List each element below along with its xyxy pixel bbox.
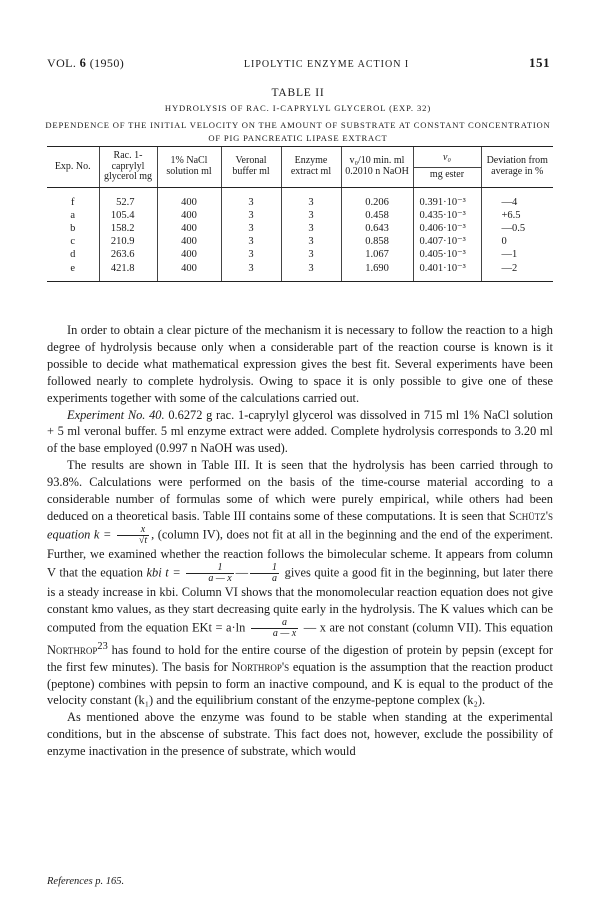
col-header-v0-top: v₀	[443, 152, 451, 164]
cell-deviation: —2	[481, 262, 553, 282]
author-northrop: Northrop	[47, 642, 98, 657]
equation-northrop: $\frac{a}{a — x}$	[251, 618, 298, 639]
table-caption-line1: DEPENDENCE OF THE INITIAL VELOCITY ON THE AMOUNT OF SUBSTRATE AT CONSTANT CONCENTRATION	[45, 120, 551, 130]
col-header-nacl: 1% NaCl solution ml	[157, 147, 221, 188]
cell-v0: 0.391·10⁻³	[413, 187, 481, 209]
equation-bimolecular-lhs: kbi t =	[146, 565, 181, 580]
table-row	[47, 222, 553, 235]
cell-rac: 263.6	[99, 248, 157, 261]
cell-v010: 1.690	[341, 262, 413, 282]
col-header-deviation: Deviation from average in %	[481, 147, 553, 188]
col-header-enzyme: Enzyme extract ml	[281, 147, 341, 188]
running-head	[47, 55, 550, 71]
data-table	[47, 146, 553, 282]
table-row	[47, 235, 553, 248]
cell-veronal: 3	[221, 235, 281, 248]
cell-exp: f	[71, 196, 75, 208]
cell-nacl: 400	[157, 262, 221, 282]
table-caption-line2: OF PIG PANCREATIC LIPASE EXTRACT	[208, 133, 388, 143]
references-note: References p. 165.	[47, 876, 125, 887]
table-caption	[40, 119, 556, 145]
paragraph-1: In order to obtain a clear picture of the mechanism it is necessary to follow the reaction to a high degree of hydrolysis because only when a considerable part of the reaction course is known is it possible to decide what mathematical expression gives the best fit. Several experiments have been followed nearly to complete hydrolysis. Owing to space it is only possible to give one of these experiments together with some of the calculations carried out.	[47, 323, 553, 405]
cell-veronal: 3	[221, 222, 281, 235]
col-header-v0-bottom: mg ester	[429, 168, 465, 180]
cell-deviation: —4	[481, 187, 553, 209]
cell-deviation: 0	[481, 235, 553, 248]
cell-veronal: 3	[221, 248, 281, 261]
equation-bimolecular-term2: $\frac{1}{a}$	[250, 563, 279, 584]
cell-veronal: 3	[221, 187, 281, 209]
header-inner-rule	[414, 167, 481, 168]
reference-marker: 23	[97, 640, 108, 652]
cell-v010: 0.643	[341, 222, 413, 235]
cell-enzyme: 3	[281, 262, 341, 282]
cell-enzyme: 3	[281, 235, 341, 248]
page-number: 151	[528, 55, 550, 70]
table-row	[47, 248, 553, 261]
table-subtitle: HYDROLYSIS OF RAC. I-CAPRYLYL GLYCEROL (EXP. 32)	[164, 103, 432, 113]
table-row	[47, 262, 553, 282]
cell-deviation: +6.5	[481, 209, 553, 222]
cell-rac: 210.9	[99, 235, 157, 248]
col-header-veronal: Veronal buffer ml	[221, 147, 281, 188]
cell-enzyme: 3	[281, 187, 341, 209]
table-row	[47, 209, 553, 222]
cell-v0: 0.406·10⁻³	[413, 222, 481, 235]
cell-v0: 0.405·10⁻³	[413, 248, 481, 261]
cell-exp: c	[70, 236, 76, 248]
col-header-exp: Exp. No.	[47, 147, 99, 188]
body-text	[47, 322, 553, 760]
cell-nacl: 400	[157, 222, 221, 235]
paragraph-3: The results are shown in Table III. It is seen that the hydrolysis has been carried through to 93.8%. Calculations were performed on the basis of the time-course material according to a considerable number of formulas some of which were purely empirical, while others had been deduced on a theoretical basis. Table III contains some of these computations. It is seen that Schütz's equation k = $\frac{x}{√t}$ , (column IV), does not fit at all in the beginning and the end of the experiment. Further, we examined whether the reaction follows the bimolecular scheme. It appears from column V that the equation kbi t = $\frac{1}{a — x}$ — $\frac{1}{a}$ gives quite a good fit in the beginning, but later there is a steady increase in kbi. Column VI shows that the monomolecular reaction equation does not give constant kmo values, as they start decreasing quite early in the hydrolysis. The K values which can be computed from the equation EKt = a·ln $\frac{a}{a — x}$ — x are not constant (column VII). This equation Northrop$^{23}$ has found to hold for the entire course of the digestion of protein by pepsin (except for the first few minutes). The basis for Northrop's equation is the assumption that the reaction product (peptone) combines with pepsin to form an inactive compound, and K is equal to the product of the velocity constant (k₁) and the equilibrium constant of the enzyme-peptone complex (k₂).	[47, 458, 553, 708]
cell-exp: d	[70, 249, 76, 261]
cell-rac: 158.2	[99, 222, 157, 235]
cell-enzyme: 3	[281, 222, 341, 235]
col-header-rac: Rac. 1-caprylyl glycerol mg	[99, 147, 157, 188]
author-northrop-2: Northrop's	[231, 659, 290, 674]
cell-v010: 0.858	[341, 235, 413, 248]
volume-label: VOL. 6 (1950)	[47, 56, 125, 70]
cell-exp: a	[70, 209, 76, 221]
cell-v0: 0.401·10⁻³	[413, 262, 481, 282]
paragraph-4: As mentioned above the enzyme was found to be stable when standing at the experimental conditions, but in the abscense of substrate. This fact does not, however, exclude the possibility of enzyme inactivation in the presence of substrate, which would	[47, 710, 553, 759]
cell-v010: 0.206	[341, 187, 413, 209]
cell-v0: 0.407·10⁻³	[413, 235, 481, 248]
paragraph-2: Experiment No. 40. 0.6272 g rac. 1-caprylyl glycerol was dissolved in 715 ml 1% NaCl solution + 5 ml veronal buffer. 5 ml enzyme extract were added. Complete hydrolysis corresponds to 3.20 ml of the base employed (0.997 n NaOH was used).	[47, 407, 553, 456]
cell-rac: 52.7	[99, 187, 157, 209]
experiment-heading: Experiment No. 40.	[67, 407, 165, 422]
cell-v010: 1.067	[341, 248, 413, 261]
cell-deviation: —1	[481, 248, 553, 261]
cell-deviation: —0.5	[481, 222, 553, 235]
table-label: TABLE II	[271, 87, 325, 99]
running-title: LIPOLYTIC ENZYME ACTION I	[243, 59, 410, 70]
table-header-row	[47, 147, 553, 188]
equation-schutz: $\frac{x}{√t}$	[117, 525, 149, 546]
col-header-v0-10: v₀/10 min. ml 0.2010 n NaOH	[341, 147, 413, 188]
cell-veronal: 3	[221, 262, 281, 282]
col-header-v0	[413, 147, 481, 188]
cell-enzyme: 3	[281, 209, 341, 222]
volume-number: 6	[79, 56, 87, 70]
table-row	[47, 187, 553, 209]
cell-v010: 0.458	[341, 209, 413, 222]
cell-nacl: 400	[157, 248, 221, 261]
cell-enzyme: 3	[281, 248, 341, 261]
equation-bimolecular-term1: $\frac{1}{a — x}$	[186, 563, 233, 584]
cell-nacl: 400	[157, 235, 221, 248]
cell-exp: b	[70, 222, 76, 234]
cell-nacl: 400	[157, 187, 221, 209]
cell-rac: 105.4	[99, 209, 157, 222]
author-schutz: Schütz's	[508, 508, 553, 523]
cell-veronal: 3	[221, 209, 281, 222]
cell-nacl: 400	[157, 209, 221, 222]
cell-v0: 0.435·10⁻³	[413, 209, 481, 222]
cell-exp: e	[47, 262, 99, 282]
cell-rac: 421.8	[99, 262, 157, 282]
